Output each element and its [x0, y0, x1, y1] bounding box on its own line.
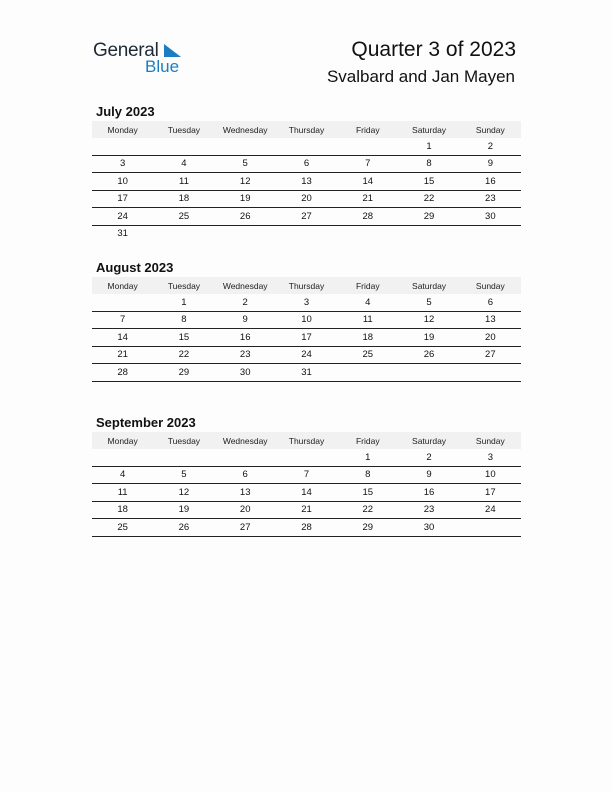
day-cell: 8	[337, 466, 398, 484]
day-cell: 28	[276, 519, 337, 537]
month-block-september	[92, 414, 521, 537]
day-cell: 17	[460, 484, 521, 502]
day-cell: 1	[337, 449, 398, 466]
day-cell: 21	[92, 346, 153, 364]
weekday-label: Saturday	[398, 432, 459, 449]
day-cell: 18	[153, 190, 214, 208]
day-cell: 26	[215, 208, 276, 226]
weekday-header-row	[92, 277, 521, 294]
weekday-header-row	[92, 432, 521, 449]
day-cell: 17	[276, 329, 337, 347]
day-cell: 6	[460, 294, 521, 311]
week-row	[92, 346, 521, 364]
day-cell: 10	[276, 311, 337, 329]
weekday-label: Saturday	[398, 277, 459, 294]
day-cell	[460, 519, 521, 537]
day-cell: 25	[92, 519, 153, 537]
day-cell	[153, 138, 214, 155]
day-cell: 3	[276, 294, 337, 311]
day-cell: 25	[337, 346, 398, 364]
day-cell: 31	[117, 228, 128, 240]
day-cell: 28	[92, 364, 153, 382]
day-cell: 22	[398, 190, 459, 208]
day-cell: 10	[92, 173, 153, 191]
day-cell	[337, 225, 398, 242]
day-cell	[276, 138, 337, 155]
month-title: July 2023	[96, 104, 155, 119]
day-cell	[398, 225, 459, 242]
week-row	[92, 190, 521, 208]
weekday-label: Monday	[92, 432, 153, 449]
weekday-label: Wednesday	[215, 121, 276, 138]
day-cell: 27	[460, 346, 521, 364]
day-cell: 11	[92, 484, 153, 502]
day-cell: 14	[337, 173, 398, 191]
day-cell: 2	[460, 138, 521, 155]
day-cell: 2	[215, 294, 276, 311]
day-cell: 16	[215, 329, 276, 347]
logo-text-general: General	[93, 40, 159, 61]
day-cell: 1	[398, 138, 459, 155]
day-cell: 5	[398, 294, 459, 311]
day-cell: 24	[460, 501, 521, 519]
day-cell: 2	[398, 449, 459, 466]
day-cell: 21	[337, 190, 398, 208]
month-title: August 2023	[96, 260, 174, 275]
day-cell: 23	[215, 346, 276, 364]
day-cell	[398, 364, 459, 382]
month-block-august	[92, 259, 521, 382]
week-row	[92, 519, 521, 537]
page-subtitle: Svalbard and Jan Mayen	[326, 67, 515, 86]
day-cell: 24	[92, 208, 153, 226]
generalblue-logo	[93, 40, 193, 80]
day-cell: 10	[460, 466, 521, 484]
day-cell: 18	[92, 501, 153, 519]
day-cell: 26	[153, 519, 214, 537]
day-cell: 14	[276, 484, 337, 502]
day-cell: 30	[398, 519, 459, 537]
day-cell	[215, 449, 276, 466]
day-cell: 1	[153, 294, 214, 311]
day-cell: 16	[460, 173, 521, 191]
weekday-label: Friday	[337, 121, 398, 138]
day-cell: 28	[337, 208, 398, 226]
day-cell: 16	[398, 484, 459, 502]
weekday-label: Thursday	[276, 121, 337, 138]
weekday-label: Sunday	[460, 277, 521, 294]
day-cell: 15	[398, 173, 459, 191]
weekday-label: Tuesday	[153, 432, 214, 449]
weekday-label: Wednesday	[215, 277, 276, 294]
day-cell: 23	[398, 501, 459, 519]
day-cell: 5	[153, 466, 214, 484]
day-cell	[215, 138, 276, 155]
day-cell: 23	[460, 190, 521, 208]
week-row	[92, 311, 521, 329]
day-cell: 11	[337, 311, 398, 329]
week-row	[92, 329, 521, 347]
weekday-label: Monday	[92, 121, 153, 138]
week-row	[92, 225, 521, 242]
day-cell: 30	[460, 208, 521, 226]
logo-triangle-icon	[162, 43, 182, 59]
day-cell: 21	[276, 501, 337, 519]
day-cell	[153, 449, 214, 466]
calendar-table	[92, 432, 521, 537]
day-cell	[460, 364, 521, 382]
weekday-label: Wednesday	[215, 432, 276, 449]
day-cell: 29	[337, 519, 398, 537]
day-cell: 13	[460, 311, 521, 329]
day-cell	[215, 225, 276, 242]
weekday-label: Thursday	[276, 277, 337, 294]
day-cell: 31	[276, 364, 337, 382]
day-cell	[92, 294, 153, 311]
day-cell: 30	[215, 364, 276, 382]
day-cell: 22	[153, 346, 214, 364]
day-cell: 15	[153, 329, 214, 347]
day-cell: 25	[153, 208, 214, 226]
day-cell: 13	[215, 484, 276, 502]
week-row	[92, 173, 521, 191]
day-cell: 6	[215, 466, 276, 484]
weekday-label: Sunday	[460, 432, 521, 449]
logo-text-blue: Blue	[145, 57, 180, 76]
day-cell: 7	[337, 155, 398, 173]
day-cell: 11	[153, 173, 214, 191]
week-row	[92, 208, 521, 226]
page-title: Quarter 3 of 2023	[351, 38, 516, 61]
day-cell: 24	[276, 346, 337, 364]
day-cell: 7	[92, 311, 153, 329]
week-row	[92, 501, 521, 519]
day-cell: 15	[337, 484, 398, 502]
day-cell	[276, 449, 337, 466]
week-row	[92, 294, 521, 311]
day-cell: 29	[398, 208, 459, 226]
day-cell: 26	[398, 346, 459, 364]
day-cell	[337, 364, 398, 382]
day-cell	[276, 225, 337, 242]
week-row	[92, 364, 521, 382]
day-cell: 13	[276, 173, 337, 191]
weekday-label: Tuesday	[153, 121, 214, 138]
day-cell: 20	[215, 501, 276, 519]
week-row	[92, 138, 521, 155]
weekday-label: Saturday	[398, 121, 459, 138]
calendar-table	[92, 121, 521, 242]
day-cell: 12	[153, 484, 214, 502]
weekday-label: Friday	[337, 277, 398, 294]
day-cell: 9	[460, 155, 521, 173]
month-block-july	[92, 103, 521, 242]
day-cell: 4	[92, 466, 153, 484]
day-cell: 29	[153, 364, 214, 382]
day-cell: 12	[398, 311, 459, 329]
day-cell: 20	[460, 329, 521, 347]
day-cell	[337, 138, 398, 155]
day-cell: 19	[398, 329, 459, 347]
day-cell: 9	[215, 311, 276, 329]
day-cell: 20	[276, 190, 337, 208]
day-cell: 7	[276, 466, 337, 484]
weekday-label: Friday	[337, 432, 398, 449]
day-cell: 8	[398, 155, 459, 173]
weekday-label: Thursday	[276, 432, 337, 449]
day-cell: 19	[153, 501, 214, 519]
day-cell: 4	[337, 294, 398, 311]
weekday-label: Tuesday	[153, 277, 214, 294]
day-cell	[460, 225, 521, 242]
weekday-label: Monday	[92, 277, 153, 294]
day-cell: 22	[337, 501, 398, 519]
week-row	[92, 466, 521, 484]
day-cell: 9	[398, 466, 459, 484]
day-cell	[153, 225, 214, 242]
day-cell	[92, 449, 153, 466]
day-cell: 4	[153, 155, 214, 173]
day-cell: 3	[460, 449, 521, 466]
day-cell: 27	[215, 519, 276, 537]
day-cell: 19	[215, 190, 276, 208]
day-cell: 12	[215, 173, 276, 191]
day-cell: 5	[215, 155, 276, 173]
week-row	[92, 484, 521, 502]
day-cell: 14	[92, 329, 153, 347]
month-title: September 2023	[96, 415, 196, 430]
weekday-label: Sunday	[460, 121, 521, 138]
week-row	[92, 449, 521, 466]
calendar-table	[92, 277, 521, 382]
day-cell: 17	[92, 190, 153, 208]
day-cell: 3	[92, 155, 153, 173]
day-cell: 6	[276, 155, 337, 173]
day-cell: 27	[276, 208, 337, 226]
week-row	[92, 155, 521, 173]
weekday-header-row	[92, 121, 521, 138]
day-cell: 8	[153, 311, 214, 329]
day-cell	[92, 138, 153, 155]
day-cell: 18	[337, 329, 398, 347]
